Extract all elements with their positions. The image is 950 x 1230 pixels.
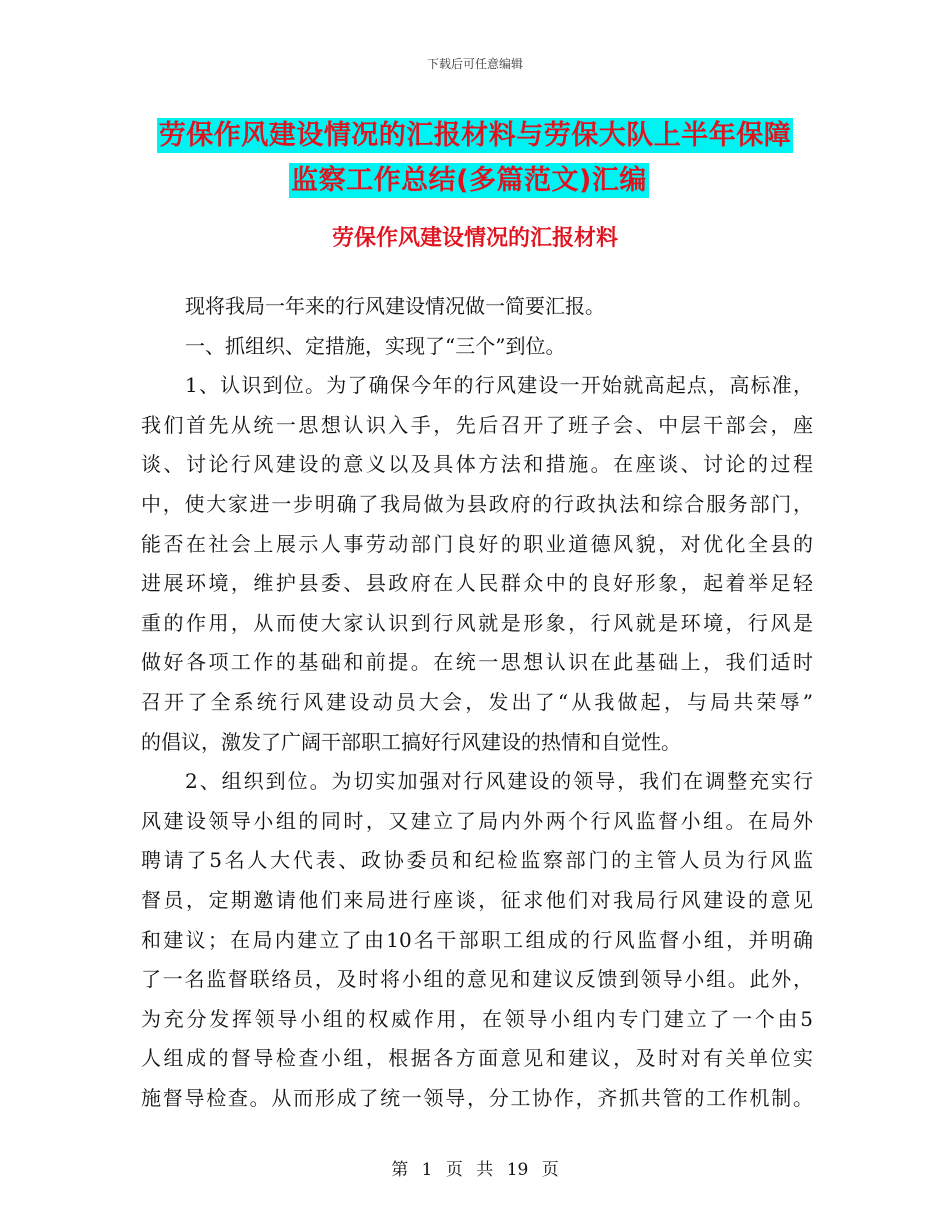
paragraph-line: 督员，定期邀请他们来局进行座谈，征求他们对我局行风建设的意见 (141, 887, 813, 912)
paragraph-line: 为充分发挥领导小组的权威作用，在领导小组内专门建立了一个由5 (141, 1006, 813, 1031)
document-title-line-2 (0, 158, 944, 197)
paragraph-line: 的倡议，激发了广阔干部职工搞好行风建设的热情和自觉性。 (141, 729, 681, 754)
paragraph-line: 和建议；在局内建立了由10名干部职工组成的行风监督小组，并明确 (141, 927, 813, 952)
title-text-2: 监察工作总结(多篇范文)汇编 (291, 165, 647, 196)
paragraph-line: 一、抓组织、定措施，实现了“三个”到位。 (185, 333, 566, 358)
paragraph-line: 风建设领导小组的同时，又建立了局内外两个行风监督小组。在局外 (141, 808, 813, 833)
title-text-1: 劳保作风建设情况的汇报材料与劳保大队上半年保障 (158, 120, 792, 151)
page-footer: 第 1 页 共 19 页 (391, 1160, 559, 1180)
paragraph-line: 现将我局一年来的行风建设情况做一简要汇报。 (185, 294, 605, 318)
paragraph-line: 施督导检查。从而形成了统一领导，分工协作，齐抓共管的工作机制。 (141, 1085, 813, 1110)
paragraph-line: 能否在社会上展示人事劳动部门良好的职业道德风貌，对优化全县的 (141, 531, 813, 556)
paragraph-line: 聘请了5名人大代表、政协委员和纪检监察部门的主管人员为行风监 (141, 848, 813, 873)
paragraph-line: 召开了全系统行风建设动员大会，发出了“从我做起，与局共荣辱” (141, 689, 813, 714)
paragraph-line: 我们首先从统一思想认识入手，先后召开了班子会、中层干部会，座 (141, 412, 813, 437)
paragraph-line: 人组成的督导检查小组，根据各方面意见和建议，及时对有关单位实 (141, 1046, 813, 1071)
paragraph-line: 2、组织到位。为切实加强对行风建设的领导，我们在调整充实行 (185, 769, 813, 794)
paragraph-line: 谈、讨论行风建设的意义以及具体方法和措施。在座谈、讨论的过程 (141, 452, 813, 477)
body-text (141, 287, 813, 1118)
paragraph-line: 中，使大家进一步明确了我局做为县政府的行政执法和综合服务部门， (141, 491, 813, 516)
paragraph-line: 进展环境，维护县委、县政府在人民群众中的良好形象，起着举足轻 (141, 571, 813, 596)
paragraph-line: 做好各项工作的基础和前提。在统一思想认识在此基础上，我们适时 (141, 650, 813, 675)
paragraph-line: 了一名监督联络员，及时将小组的意见和建议反馈到领导小组。此外， (141, 967, 813, 992)
header-note: 下载后可任意编辑 (426, 57, 523, 71)
paragraph-line: 重的作用，从而使大家认识到行风就是形象，行风就是环境，行风是 (141, 610, 813, 635)
section-title: 劳保作风建设情况的汇报材料 (331, 226, 618, 251)
paragraph-line: 1、认识到位。为了确保今年的行风建设一开始就高起点，高标准， (185, 373, 813, 398)
document-title-line-1 (0, 113, 950, 152)
